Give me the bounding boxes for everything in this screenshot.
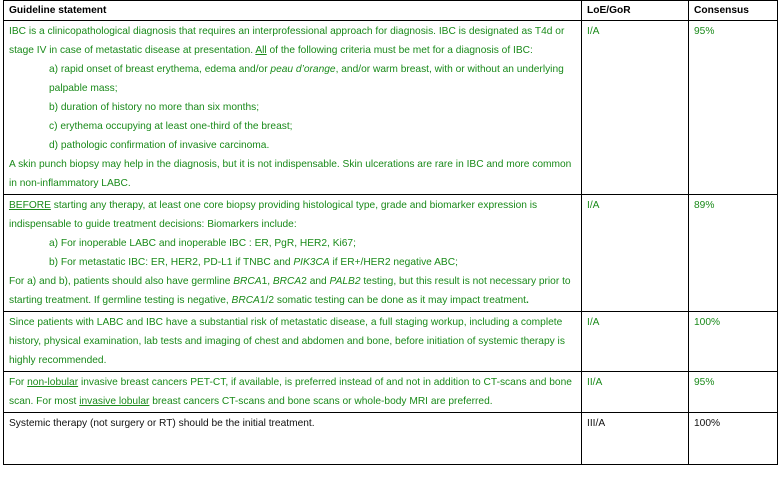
loe-cell: II/A — [582, 372, 689, 413]
statement-cell: Since patients with LABC and IBC have a substantial risk of metastatic disease, a full staging workup, including a complete history, physical examination, lab tests and imaging of chest and abdomen and bone, before initiation of systemic therapy is highly recommended. — [4, 312, 582, 372]
header-consensus: Consensus — [689, 1, 778, 21]
table-row — [4, 195, 778, 312]
statement-cell — [4, 195, 582, 312]
consensus-cell: 100% — [689, 413, 778, 465]
table-row — [4, 372, 778, 413]
header-statement: Guideline statement — [4, 1, 582, 21]
statement-outro: For a) and b), patients should also have germline BRCA1, BRCA2 and PALB2 testing, but this result is not necessary prior to starting treatment. If germline testing is negative, BRCA1/2 somatic testing can be done as it may impact treatment. — [9, 276, 571, 306]
consensus-cell: 95% — [689, 372, 778, 413]
loe-cell: I/A — [582, 21, 689, 195]
criterion-c: c) erythema occupying at least one-third of the breast; — [49, 121, 293, 132]
consensus-cell: 100% — [689, 312, 778, 372]
table-row — [4, 312, 778, 372]
statement-outro: A skin punch biopsy may help in the diagnosis, but it is not indispensable. Skin ulcerations are rare in IBC and more common in non-inflammatory LABC. — [9, 159, 572, 189]
biomarker-a: a) For inoperable LABC and inoperable IBC : ER, PgR, HER2, Ki67; — [49, 238, 356, 249]
criterion-d: d) pathologic confirmation of invasive carcinoma. — [49, 140, 270, 151]
loe-cell: I/A — [582, 312, 689, 372]
statement-intro: IBC is a clinicopathological diagnosis that requires an interprofessional approach for diagnosis. IBC is designated as T4d or stage IV in case of metastatic disease at presentation. All of the following criteria must be met for a diagnosis of IBC: — [9, 26, 565, 56]
table-row — [4, 413, 778, 465]
statement-cell — [4, 21, 582, 195]
biomarker-b: b) For metastatic IBC: ER, HER2, PD-L1 if TNBC and PIK3CA if ER+/HER2 negative ABC; — [49, 257, 458, 268]
criterion-a: a) rapid onset of breast erythema, edema and/or peau d’orange, and/or warm breast, with or without an underlying palpable mass; — [49, 64, 564, 94]
loe-cell: I/A — [582, 195, 689, 312]
guideline-table — [3, 0, 778, 465]
table-header-row — [4, 1, 778, 21]
consensus-cell: 95% — [689, 21, 778, 195]
statement-cell: Systemic therapy (not surgery or RT) should be the initial treatment. — [4, 413, 582, 465]
loe-cell: III/A — [582, 413, 689, 465]
statement-cell: For non-lobular invasive breast cancers PET-CT, if available, is preferred instead of and not in addition to CT-scans and bone scan. For most invasive lobular breast cancers CT-scans and bone scans or whole-body MRI are preferred. — [4, 372, 582, 413]
criterion-b: b) duration of history no more than six months; — [49, 102, 260, 113]
consensus-cell: 89% — [689, 195, 778, 312]
header-loe: LoE/GoR — [582, 1, 689, 21]
table-row — [4, 21, 778, 195]
statement-intro: BEFORE starting any therapy, at least one core biopsy providing histological type, grade and biomarker expression is indispensable to guide treatment decisions: Biomarkers include: — [9, 200, 538, 230]
